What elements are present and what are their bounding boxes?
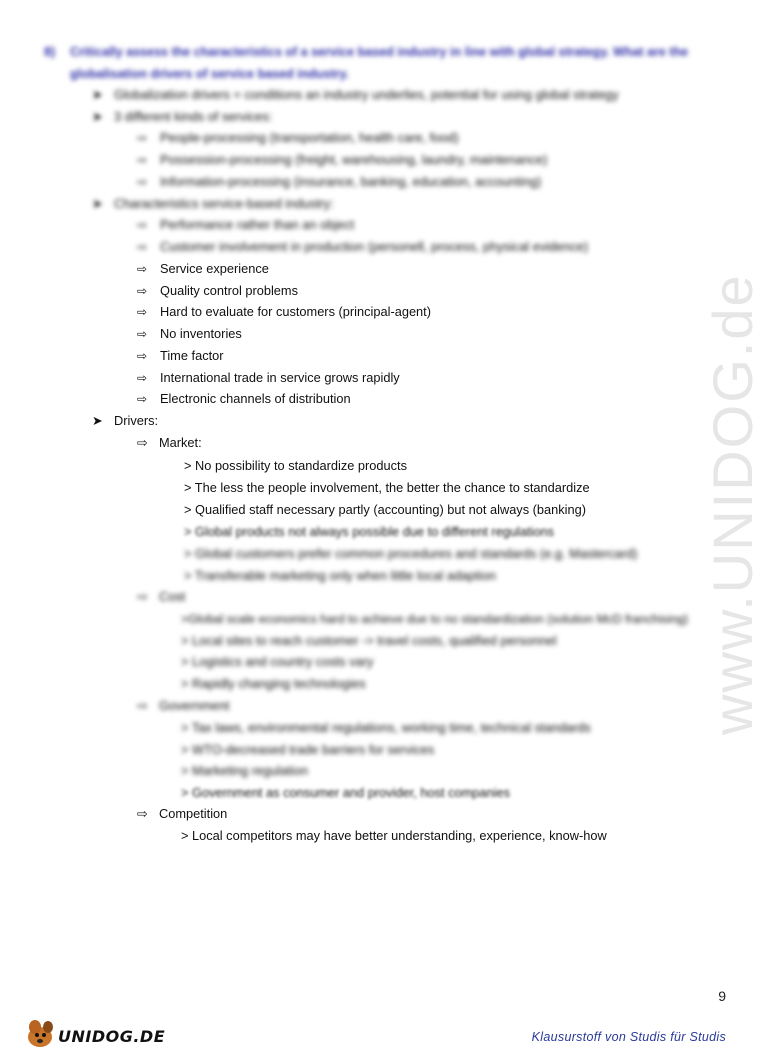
list-item: ⇨ Hard to evaluate for customers (principal-agent) bbox=[137, 304, 431, 319]
list-item: > No possibility to standardize products bbox=[184, 458, 407, 473]
list-item: ➤ Globalization drivers = conditions an industry underlies, potential for using global strategy bbox=[92, 87, 619, 102]
list-item: > WTO-decreased trade barriers for services bbox=[181, 742, 435, 757]
list-item: > The less the people involvement, the better the chance to standardize bbox=[184, 480, 590, 495]
list-item: ⇨ Time factor bbox=[137, 348, 224, 363]
list-item: ⇨ Performance rather than an object bbox=[137, 217, 355, 232]
list-item: ⇨ Service experience bbox=[137, 261, 269, 276]
list-item: ⇨ Cost bbox=[137, 589, 186, 604]
list-item: ⇨ People-processing (transportation, health care, food) bbox=[137, 130, 459, 145]
list-item: > Rapidly changing technologies bbox=[181, 676, 366, 691]
list-item: ⇨ Competition bbox=[137, 806, 228, 821]
watermark: www.UNIDOG.de bbox=[701, 273, 764, 735]
list-item: ⇨ International trade in service grows rapidly bbox=[137, 370, 400, 385]
question-heading bbox=[44, 41, 714, 85]
question-text: Critically assess the characteristics of a service based industry in line with global strategy. What are the globalisation drivers of service based industry. bbox=[70, 45, 689, 81]
list-item: ⇨ Market: bbox=[137, 435, 202, 450]
list-item: > Local competitors may have better understanding, experience, know-how bbox=[181, 828, 607, 843]
page-number: 9 bbox=[718, 988, 726, 1004]
list-item: > Global customers prefer common procedures and standards (e.g. Mastercard) bbox=[184, 546, 638, 561]
list-item: ➤ Drivers: bbox=[92, 413, 159, 428]
list-item: ⇨ Quality control problems bbox=[137, 283, 298, 298]
list-item: >Global scale economics hard to achieve due to no standardization (solution McD franchising) bbox=[181, 612, 689, 626]
list-item: > Qualified staff necessary partly (accounting) but not always (banking) bbox=[184, 502, 587, 517]
list-item: ⇨ Customer involvement in production (personell, process, physical evidence) bbox=[137, 239, 589, 254]
question-number: 8) bbox=[44, 45, 56, 59]
list-item: > Marketing regulation bbox=[181, 763, 308, 778]
list-item: ➤ Characteristics service-based industry: bbox=[92, 196, 334, 211]
list-item: > Tax laws, environmental regulations, working time, technical standards bbox=[181, 720, 591, 735]
list-item: > Transferable marketing only when little local adaption bbox=[184, 568, 496, 583]
logo-text: UNIDOG.DE bbox=[58, 1027, 166, 1046]
list-item: ⇨ Information-processing (insurance, banking, education, accounting) bbox=[137, 174, 542, 189]
list-item: > Local sites to reach customer -> travel costs, qualified personnel bbox=[181, 633, 557, 648]
footer-tagline: Klausurstoff von Studis für Studis bbox=[531, 1030, 726, 1044]
list-item: > Logistics and country costs vary bbox=[181, 654, 374, 669]
list-item: ➤ 3 different kinds of services: bbox=[92, 109, 273, 124]
list-item: > Global products not always possible due to different regulations bbox=[184, 524, 555, 539]
list-item: ⇨ No inventories bbox=[137, 326, 242, 341]
list-item: ⇨ Government bbox=[137, 698, 230, 713]
unidog-logo bbox=[22, 1013, 166, 1053]
list-item: > Government as consumer and provider, host companies bbox=[181, 785, 510, 800]
list-item: ⇨ Electronic channels of distribution bbox=[137, 391, 351, 406]
list-item: ⇨ Possession-processing (freight, warehousing, laundry, maintenance) bbox=[137, 152, 548, 167]
dog-icon bbox=[22, 1013, 62, 1053]
